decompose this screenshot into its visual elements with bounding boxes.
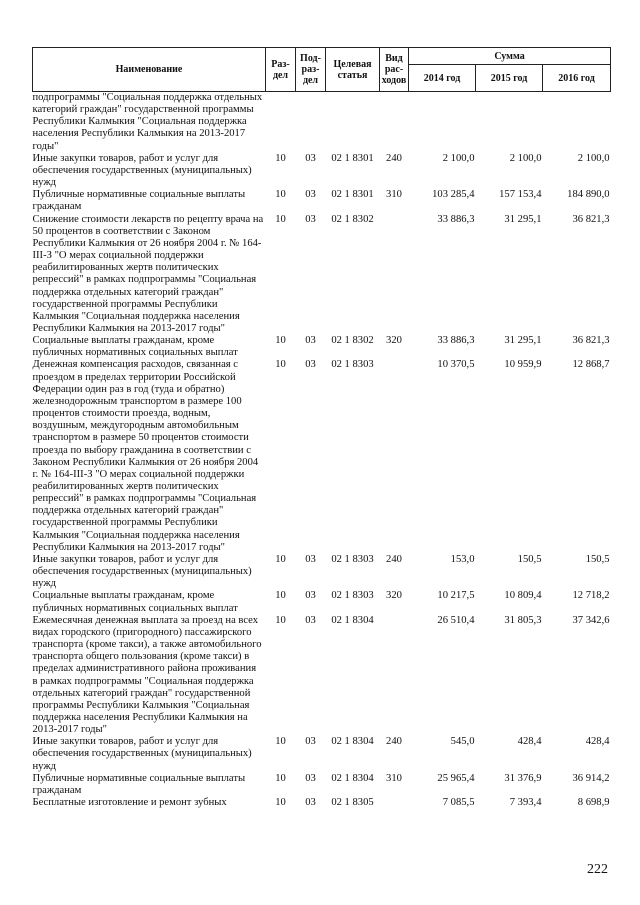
row-razdel: 10 — [275, 213, 286, 225]
row-vid — [380, 214, 409, 336]
row-amount-2016: 8 698,9 — [577, 797, 610, 809]
row-razdel — [266, 92, 296, 153]
row-amount-2014: 25 965,4 — [437, 772, 475, 784]
row-vid: 240 — [386, 736, 402, 748]
row-razdel: 10 — [275, 590, 286, 602]
row-podrazdel: 03 — [305, 614, 316, 626]
row-podrazdel: 03 — [305, 797, 316, 809]
table-row — [33, 797, 611, 809]
row-amount-2015: 7 393,4 — [509, 797, 542, 809]
row-amount-2014: 26 510,4 — [437, 614, 475, 626]
row-name: Иные закупки товаров, работ и услуг для обеспечения государственных (муниципальных) нужд — [32, 152, 252, 189]
table-row — [33, 736, 611, 772]
header-razdel: Раз-дел — [266, 48, 296, 92]
row-razdel: 10 — [275, 553, 286, 565]
row-vid — [380, 359, 409, 554]
table-row — [33, 189, 611, 213]
row-amount-2014: 10 217,5 — [437, 590, 475, 602]
row-vid: 240 — [386, 553, 402, 565]
table-row — [33, 153, 611, 189]
row-name: Публичные нормативные социальные выплаты гражданам — [32, 189, 246, 213]
row-celevaya: 02 1 8303 — [331, 359, 374, 371]
row-amount-2014: 33 886,3 — [437, 213, 475, 225]
row-amount-2016: 12 718,2 — [572, 590, 610, 602]
row-podrazdel: 03 — [305, 213, 316, 225]
table-header — [33, 48, 611, 92]
row-name: Публичные нормативные социальные выплаты гражданам — [32, 772, 246, 796]
header-year-2016: 2016 год — [543, 65, 611, 92]
row-podrazdel — [296, 92, 326, 153]
row-razdel: 10 — [275, 152, 286, 164]
row-podrazdel: 03 — [305, 359, 316, 371]
row-celevaya: 02 1 8302 — [331, 213, 374, 225]
row-razdel: 10 — [275, 189, 286, 201]
row-amount-2015: 31 805,3 — [504, 614, 542, 626]
row-name: подпрограммы "Социальная поддержка отдельных категорий граждан" государственной программы Республики Калмыкия "Социальная поддержка населения Республики Калмыкия на 2013-2017 годы" — [32, 92, 263, 152]
row-celevaya: 02 1 8304 — [331, 614, 374, 626]
row-name: Иные закупки товаров, работ и услуг для обеспечения государственных (муниципальных) нужд — [32, 736, 252, 772]
page-number: 222 — [587, 862, 608, 877]
table-row — [33, 615, 611, 737]
table-row — [33, 335, 611, 359]
row-name: Социальные выплаты гражданам, кроме публичных нормативных социальных выплат — [32, 335, 238, 359]
row-amount-2014: 33 886,3 — [437, 335, 475, 347]
row-celevaya: 02 1 8304 — [331, 736, 374, 748]
row-amount-2014: 2 100,0 — [442, 152, 475, 164]
row-celevaya: 02 1 8305 — [331, 797, 374, 809]
row-vid: 320 — [386, 590, 402, 602]
row-amount-2015: 31 295,1 — [504, 335, 542, 347]
row-amount-2014 — [409, 92, 476, 153]
row-amount-2016 — [543, 92, 611, 153]
row-vid — [380, 797, 409, 809]
row-podrazdel: 03 — [305, 152, 316, 164]
row-amount-2015: 428,4 — [517, 736, 542, 748]
table-row — [33, 590, 611, 614]
row-celevaya: 02 1 8301 — [331, 152, 374, 164]
row-razdel: 10 — [275, 797, 286, 809]
row-vid: 310 — [386, 772, 402, 784]
header-year-2014: 2014 год — [409, 65, 476, 92]
row-podrazdel: 03 — [305, 553, 316, 565]
row-amount-2015: 157 153,4 — [499, 189, 542, 201]
row-vid: 240 — [386, 152, 402, 164]
row-podrazdel: 03 — [305, 335, 316, 347]
row-amount-2016: 36 821,3 — [572, 213, 610, 225]
row-name: Ежемесячная денежная выплата за проезд на всех видах городского (пригородного) пассажирского транспорта (кроме такси), а также автомобильного транспорта общего пользования (кроме такси) в пределах административного района проживания в рамках подпрограммы "Социальная поддержка отдельных категорий граждан" государственной программы Республики Калмыкия "Социальная поддержка населения Республики Калмыкия на 2013-2017 годы" — [32, 614, 262, 736]
row-vid — [380, 615, 409, 737]
row-name: Бесплатные изготовление и ремонт зубных — [32, 797, 227, 809]
row-podrazdel: 03 — [305, 590, 316, 602]
row-razdel: 10 — [275, 736, 286, 748]
row-razdel: 10 — [275, 359, 286, 371]
row-name: Денежная компенсация расходов, связанная с проездом в пределах территории Российской Федерации один раз в год (туда и обратно) железнодорожным транспортом в размере 100 процентов стоимости проезда, водным, воздушным, междугородным автомобильным транспортом в размере 50 процентов стоимости проезда по выбору гражданина в соответствии с Законом Республики Калмыкия от 26 ноября 2004 г. № 164-III-З "О мерах социальной поддержки реабилитированных жертв политических репрессий" в рамках подпрограммы "Социальная поддержка отдельных категорий граждан" государственной программы Республики Калмыкия "Социальная поддержка населения Республики Калмыкия на 2013-2017 годы" — [32, 359, 259, 553]
row-vid — [380, 92, 409, 153]
header-year-2015: 2015 год — [476, 65, 543, 92]
table-body — [33, 92, 611, 810]
row-celevaya: 02 1 8303 — [331, 553, 374, 565]
row-celevaya: 02 1 8301 — [331, 189, 374, 201]
row-podrazdel: 03 — [305, 189, 316, 201]
row-vid: 320 — [386, 335, 402, 347]
header-vid: Вид рас-ходов — [380, 48, 409, 92]
table-row — [33, 214, 611, 336]
row-amount-2014: 153,0 — [450, 553, 475, 565]
row-amount-2015: 31 295,1 — [504, 213, 542, 225]
table-row — [33, 554, 611, 590]
row-amount-2015: 31 376,9 — [504, 772, 542, 784]
row-amount-2014: 7 085,5 — [442, 797, 475, 809]
row-amount-2014: 10 370,5 — [437, 359, 475, 371]
row-celevaya — [326, 92, 380, 153]
table-row — [33, 773, 611, 797]
row-amount-2014: 103 285,4 — [432, 189, 475, 201]
row-amount-2015: 2 100,0 — [509, 152, 542, 164]
budget-table — [32, 47, 611, 809]
header-celevaya: Целевая статья — [326, 48, 380, 92]
row-amount-2016: 36 914,2 — [572, 772, 610, 784]
row-amount-2016: 12 868,7 — [572, 359, 610, 371]
row-amount-2016: 428,4 — [585, 736, 610, 748]
header-podrazdel: Под-раз-дел — [296, 48, 326, 92]
row-podrazdel: 03 — [305, 772, 316, 784]
row-amount-2015: 10 959,9 — [504, 359, 542, 371]
row-amount-2016: 36 821,3 — [572, 335, 610, 347]
row-celevaya: 02 1 8303 — [331, 590, 374, 602]
row-amount-2014: 545,0 — [450, 736, 475, 748]
row-celevaya: 02 1 8304 — [331, 772, 374, 784]
row-amount-2015: 150,5 — [517, 553, 542, 565]
row-podrazdel: 03 — [305, 736, 316, 748]
row-vid: 310 — [386, 189, 402, 201]
row-celevaya: 02 1 8302 — [331, 335, 374, 347]
row-amount-2015 — [476, 92, 543, 153]
row-razdel: 10 — [275, 335, 286, 347]
row-amount-2015: 10 809,4 — [504, 590, 542, 602]
row-name: Социальные выплаты гражданам, кроме публичных нормативных социальных выплат — [32, 590, 238, 614]
table-row — [33, 359, 611, 554]
row-amount-2016: 150,5 — [585, 553, 610, 565]
row-razdel: 10 — [275, 614, 286, 626]
header-summa: Сумма — [409, 48, 611, 65]
row-name: Снижение стоимости лекарств по рецепту врача на 50 процентов в соответствии с Законом Республики Калмыкия от 26 ноября 2004 г. № 164-III-З "О мерах социальной поддержки реабилитированных жертв политических репрессий" в рамках подпрограммы "Социальная поддержка отдельных категорий граждан" государственной программы Республики Калмыкия "Социальная поддержка населения Республики Калмыкия на 2013-2017 годы" — [32, 213, 264, 334]
table-row — [33, 92, 611, 153]
header-name: Наименование — [33, 48, 266, 92]
row-amount-2016: 2 100,0 — [577, 152, 610, 164]
row-amount-2016: 184 890,0 — [567, 189, 610, 201]
row-name: Иные закупки товаров, работ и услуг для обеспечения государственных (муниципальных) нужд — [32, 553, 252, 590]
row-amount-2016: 37 342,6 — [572, 614, 610, 626]
row-razdel: 10 — [275, 772, 286, 784]
